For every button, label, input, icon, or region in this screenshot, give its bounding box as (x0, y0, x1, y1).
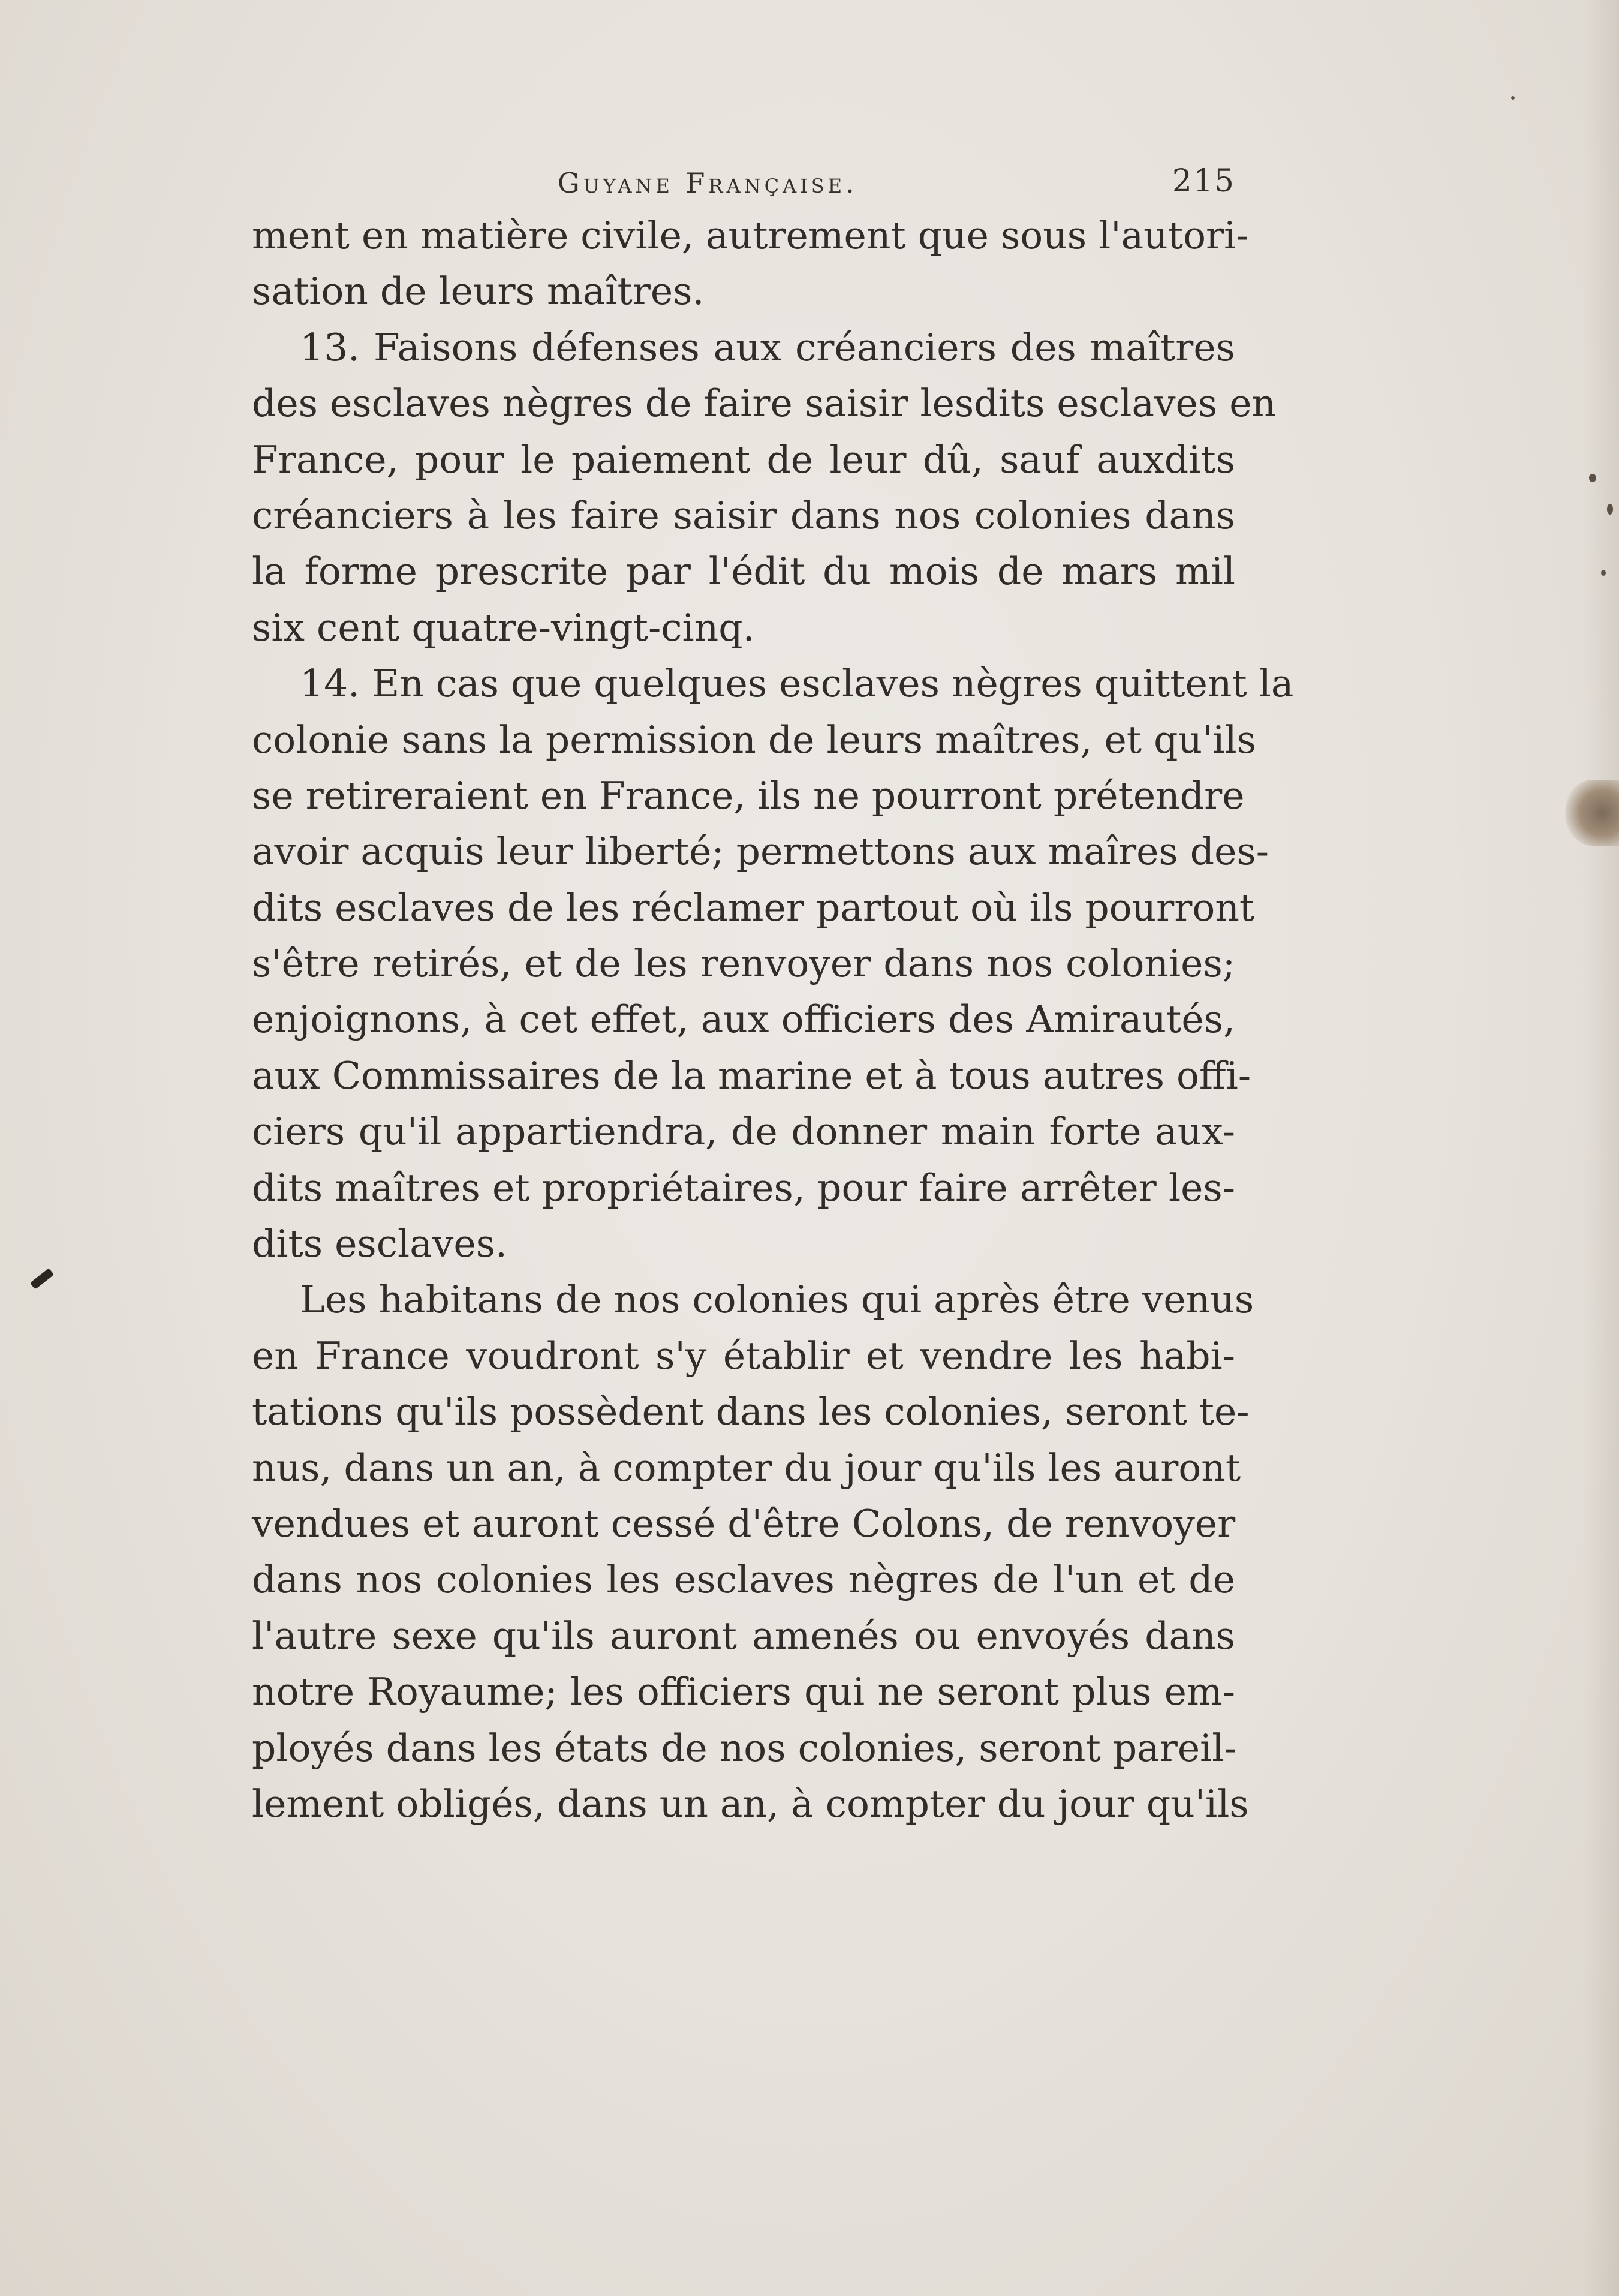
text-line: ployés dans les états de nos colonies, seront pareil- (252, 1726, 1237, 1770)
text-line: notre Royaume; les officiers qui ne seront plus em- (252, 1670, 1235, 1714)
text-line: avoir acquis leur liberté; permettons aux maîres des- (252, 830, 1269, 874)
text-line: France, pour le paiement de leur dû, sauf auxdits (252, 437, 1235, 482)
text-line: nus, dans un an, à compter du jour qu'ils les auront (252, 1445, 1241, 1490)
text-line: ment en matière civile, autrement que sous l'autori- (252, 214, 1249, 257)
text-line: dits esclaves de les réclamer partout où ils pourront (252, 885, 1255, 930)
paper-stain (1565, 780, 1619, 846)
text-line: colonie sans la permission de leurs maîtres, et qu'ils (252, 717, 1256, 762)
text-line: lement obligés, dans un an, à compter du jour qu'ils (252, 1781, 1249, 1826)
text-line: se retireraient en France, ils ne pourront prétendre (252, 773, 1245, 818)
text-line: dits maîtres et propriétaires, pour faire arrêter les- (252, 1165, 1235, 1210)
text-line: dits esclaves. (252, 1222, 507, 1266)
text-line: six cent quatre-vingt-cinq. (252, 605, 755, 650)
text-line: en France voudront s'y établir et vendre les habi- (252, 1333, 1235, 1378)
text-line: la forme prescrite par l'édit du mois de mars mil (252, 549, 1235, 594)
page-header (252, 161, 1235, 209)
text-line: créanciers à les faire saisir dans nos colonies dans (252, 493, 1235, 537)
paper-speck (1601, 570, 1606, 576)
paper-speck (1511, 96, 1515, 100)
text-line: ciers qu'il appartiendra, de donner main forte aux- (252, 1110, 1235, 1154)
ink-mark (30, 1268, 54, 1290)
paper-speck (1607, 504, 1613, 515)
page-number: 215 (1172, 163, 1235, 199)
text-line: 13. Faisons défenses aux créanciers des maîtres (300, 325, 1235, 369)
running-head: Guyane Française. (558, 167, 858, 199)
text-line: sation de leurs maîtres. (252, 269, 705, 314)
text-line: enjoignons, à cet effet, aux officiers des Amirautés, (252, 997, 1235, 1042)
text-line: tations qu'ils possèdent dans les colonies, seront te- (252, 1390, 1250, 1434)
text-line: s'être retirés, et de les renvoyer dans nos colonies; (252, 942, 1235, 986)
text-line: vendues et auront cessé d'être Colons, de renvoyer (252, 1501, 1236, 1546)
text-line: aux Commissaires de la marine et à tous autres offi- (252, 1053, 1251, 1098)
text-line: des esclaves nègres de faire saisir lesdits esclaves en (252, 381, 1277, 426)
text-line: dans nos colonies les esclaves nègres de l'un et de (252, 1558, 1235, 1602)
text-line: Les habitans de nos colonies qui après être venus (300, 1278, 1254, 1322)
paper-speck (1589, 474, 1596, 482)
page-edge-shadow (1583, 0, 1619, 2296)
body-text (252, 208, 1294, 1832)
text-line: l'autre sexe qu'ils auront amenés ou envoyés dans (252, 1613, 1235, 1658)
text-line: 14. En cas que quelques esclaves nègres quittent la (300, 662, 1294, 706)
